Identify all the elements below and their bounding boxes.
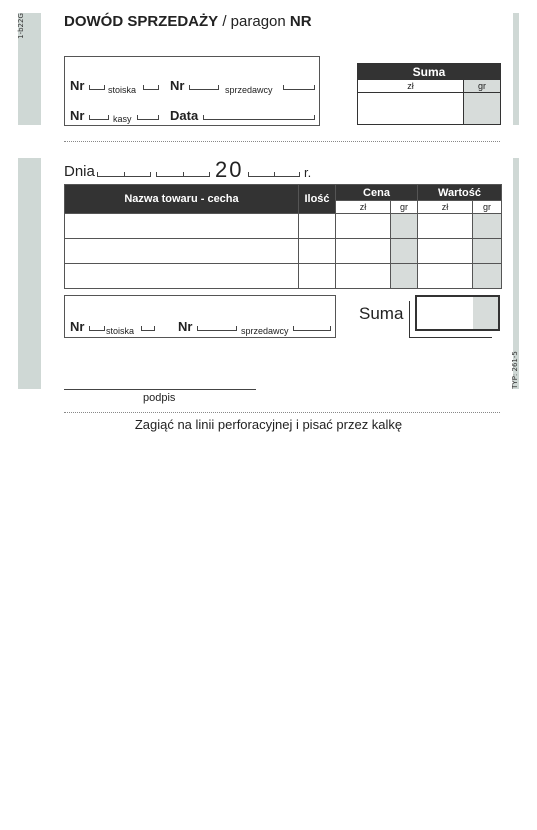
price-gr-header: gr: [391, 201, 418, 214]
perforation-line-2: [64, 412, 500, 413]
year-prefix: 20: [215, 157, 244, 182]
suma-header: Suma: [358, 64, 500, 80]
field-line: [293, 326, 331, 331]
r-label: r.: [304, 165, 312, 180]
date-month-field-2: [183, 172, 184, 177]
col-value-header: Wartość: [418, 185, 502, 201]
item-price-zl-cell[interactable]: [336, 239, 391, 264]
nr-label-stoiska-2: Nr: [70, 319, 85, 334]
item-qty-cell[interactable]: [299, 214, 336, 239]
item-name-cell[interactable]: [65, 239, 299, 264]
item-qty-cell[interactable]: [299, 264, 336, 289]
bottom-info-box: [64, 295, 336, 338]
field-line: [89, 85, 105, 90]
stoiska-label: stoiska: [108, 85, 137, 95]
item-price-gr-cell[interactable]: [391, 264, 418, 289]
item-price-zl-cell[interactable]: [336, 214, 391, 239]
item-value-gr-cell[interactable]: [473, 239, 502, 264]
field-line: [141, 326, 155, 331]
item-value-zl-cell[interactable]: [418, 239, 473, 264]
table-row: [65, 214, 502, 239]
form-code-left: 1-b22G: [17, 13, 25, 39]
item-value-gr-cell[interactable]: [473, 214, 502, 239]
col-price-header: Cena: [336, 185, 418, 201]
nr-label-sprzedawcy: Nr: [170, 78, 185, 93]
form-title: [64, 13, 312, 30]
item-qty-cell[interactable]: [299, 239, 336, 264]
nr-label-stoiska: Nr: [70, 78, 85, 93]
title-main: DOWÓD SPRZEDAŻY: [64, 13, 219, 30]
left-strip-bottom: [18, 158, 41, 389]
top-info-box: [64, 56, 320, 126]
sprzedawcy-label: sprzedawcy: [225, 85, 273, 95]
suma-gr: gr: [464, 80, 500, 93]
date-year-field-2: [274, 172, 275, 177]
suma-gr-fill-bottom: [473, 297, 498, 329]
items-table: [64, 184, 502, 289]
col-name-header: Nazwa towaru - cecha: [65, 185, 299, 214]
title-nr: NR: [289, 13, 312, 30]
item-price-zl-cell[interactable]: [336, 264, 391, 289]
price-zl-header: zł: [336, 201, 391, 214]
nr-label-kasy: Nr: [70, 108, 85, 123]
value-zl-header: zł: [418, 201, 473, 214]
suma-label-bottom: Suma: [359, 304, 404, 323]
item-price-gr-cell[interactable]: [391, 214, 418, 239]
perforation-line-1: [64, 141, 500, 142]
item-price-gr-cell[interactable]: [391, 239, 418, 264]
sprzedawcy-label-2: sprzedawcy: [241, 326, 289, 336]
field-line: [143, 85, 159, 90]
suma-zl: zł: [358, 80, 464, 93]
field-line: [89, 326, 105, 331]
field-line: [189, 85, 219, 90]
field-line: [283, 85, 315, 90]
value-gr-header: gr: [473, 201, 502, 214]
data-label: Data: [170, 108, 199, 123]
item-value-zl-cell[interactable]: [418, 214, 473, 239]
stoiska-label-2: stoiska: [106, 326, 135, 336]
field-line: [197, 326, 237, 331]
item-name-cell[interactable]: [65, 214, 299, 239]
item-value-zl-cell[interactable]: [418, 264, 473, 289]
field-line: [89, 115, 109, 120]
col-qty-header: Ilość: [299, 185, 336, 214]
item-value-gr-cell[interactable]: [473, 264, 502, 289]
suma-box-top: [357, 63, 501, 125]
field-line: [203, 115, 315, 120]
title-sub: / paragon: [218, 13, 290, 30]
table-row: [65, 239, 502, 264]
date-day-field-2: [124, 172, 125, 177]
suma-field[interactable]: [415, 295, 500, 331]
item-name-cell[interactable]: [65, 264, 299, 289]
field-line: [137, 115, 159, 120]
nr-label-sprzedawcy-2: Nr: [178, 319, 193, 334]
signature-line[interactable]: [64, 389, 256, 390]
form-code-right: TYP: 261-5: [511, 351, 519, 389]
footer-note: Zagiąć na linii perforacyjnej i pisać przez kalkę: [134, 417, 403, 432]
dnia-label: Dnia: [64, 163, 95, 180]
table-row: [65, 264, 502, 289]
podpis-label: podpis: [143, 392, 176, 404]
kasy-label: kasy: [113, 114, 132, 124]
suma-gr-fill: [464, 93, 500, 124]
suma-divider: [463, 93, 464, 124]
right-strip-top: [513, 13, 519, 125]
